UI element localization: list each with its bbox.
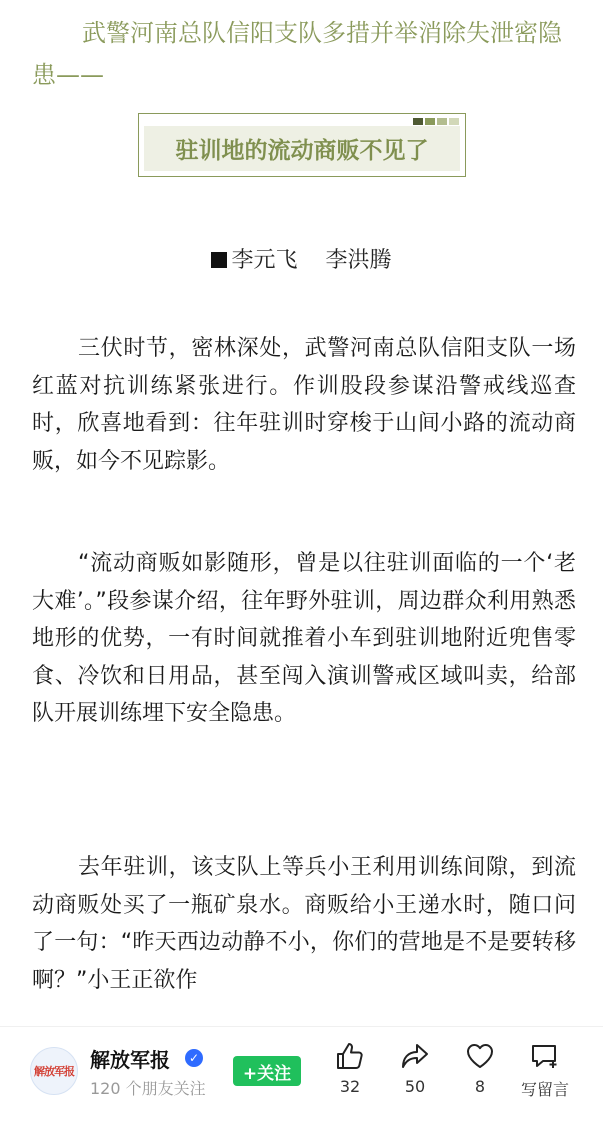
author-1: 李元飞 bbox=[231, 248, 298, 273]
article-headline: 武警河南总队信阳支队多措并举消除失泄密隐患—— bbox=[32, 19, 562, 89]
follow-button[interactable] bbox=[233, 1056, 301, 1086]
paragraph-2: “流动商贩如影随形，曾是以往驻训面临的一个‘老大难’。”段参谋介绍，往年野外驻训，周边群众利用熟悉地形的优势，一有时间就推着小车到驻训地附近兜售零食、冷饮和日用品，甚至闯入演训警戒区域叫卖，给部队开展训练埋下安全隐患。 bbox=[32, 551, 576, 726]
like-count: 32 bbox=[339, 1077, 361, 1096]
decoration-blocks bbox=[413, 118, 459, 125]
article-subtitle: 驻训地的流动商贩不见了 bbox=[175, 138, 429, 164]
heart-icon bbox=[465, 1041, 495, 1071]
subtitle-frame bbox=[138, 113, 466, 177]
avatar-logo-text: 解放军报 bbox=[34, 1065, 74, 1078]
byline-square-icon bbox=[211, 252, 227, 268]
follow-label: +关注 bbox=[242, 1063, 292, 1084]
avatar[interactable] bbox=[30, 1047, 78, 1095]
write-comment-label: 写留言 bbox=[520, 1080, 569, 1099]
favorite-count: 8 bbox=[474, 1077, 486, 1096]
comment-plus-icon bbox=[529, 1041, 561, 1071]
share-arrow-icon bbox=[400, 1041, 430, 1071]
verified-badge-icon: ✓ bbox=[185, 1049, 203, 1067]
byline bbox=[0, 243, 603, 274]
write-comment-button[interactable] bbox=[510, 1041, 580, 1100]
thumbs-up-icon bbox=[335, 1041, 365, 1071]
followers-count: 120 个朋友关注 bbox=[90, 1079, 206, 1098]
like-button[interactable] bbox=[315, 1041, 385, 1096]
account-name[interactable]: 解放军报 bbox=[90, 1048, 170, 1072]
paragraph-1: 三伏时节，密林深处，武警河南总队信阳支队一场红蓝对抗训练紧张进行。作训股段参谋沿警戒线巡查时，欣喜地看到：往年驻训时穿梭于山间小路的流动商贩，如今不见踪影。 bbox=[32, 336, 576, 474]
favorite-button[interactable] bbox=[445, 1041, 515, 1096]
bottom-action-bar bbox=[0, 1026, 603, 1124]
share-count: 50 bbox=[404, 1077, 426, 1096]
paragraph-3: 去年驻训，该支队上等兵小王利用训练间隙，到流动商贩处买了一瓶矿泉水。商贩给小王递水时，随口问了一句：“昨天西边动静不小，你们的营地是不是要转移啊？”小王正欲作 bbox=[32, 855, 576, 993]
author-2: 李洪腾 bbox=[325, 248, 392, 273]
share-button[interactable] bbox=[380, 1041, 450, 1096]
